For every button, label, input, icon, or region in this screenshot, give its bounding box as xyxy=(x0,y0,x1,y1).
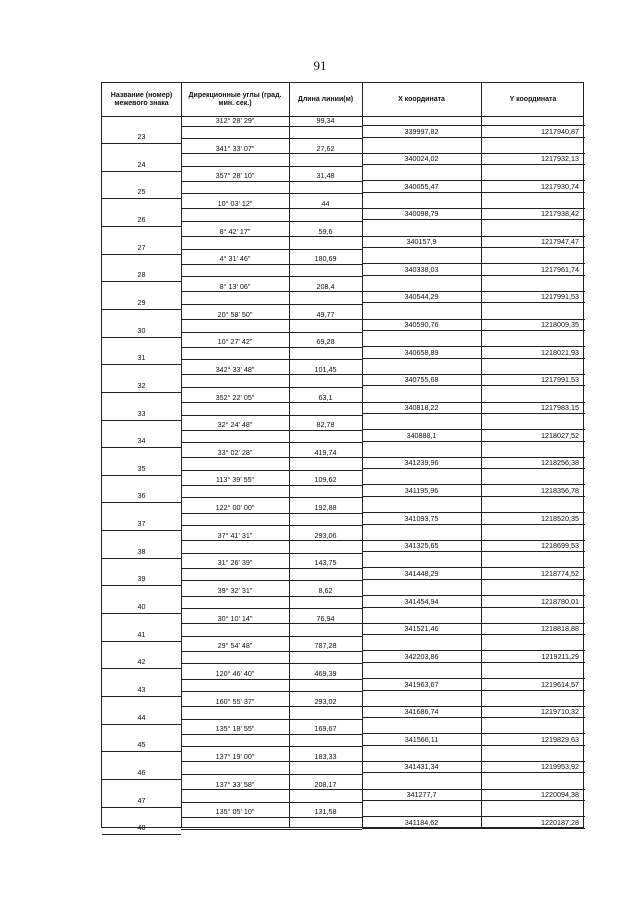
row-divider xyxy=(102,475,181,476)
row-divider xyxy=(102,558,181,559)
point-name: 33 xyxy=(137,408,146,418)
row-divider xyxy=(102,309,181,310)
y-coordinate: 1220094,38 xyxy=(541,790,579,800)
row-divider xyxy=(181,568,362,569)
x-coordinate: 340888,1 xyxy=(406,430,437,440)
y-coordinate: 1218818,88 xyxy=(541,624,579,634)
row-divider xyxy=(181,347,362,348)
row-divider xyxy=(102,751,181,752)
y-coordinate: 1217991,53 xyxy=(541,292,579,302)
row-divider xyxy=(362,551,585,552)
row-divider xyxy=(362,385,585,386)
row-divider xyxy=(181,166,362,167)
line-length: 169,67 xyxy=(314,724,337,734)
y-coordinate: 1217938,42 xyxy=(541,209,579,219)
row-divider xyxy=(102,143,181,144)
line-length: 192,88 xyxy=(314,503,337,513)
row-divider xyxy=(102,834,181,835)
x-coordinate: 340590,76 xyxy=(404,320,439,330)
x-coordinate: 341448,29 xyxy=(404,568,439,578)
row-divider xyxy=(362,579,585,580)
x-coordinate: 341431,34 xyxy=(404,762,439,772)
point-name: 32 xyxy=(137,380,146,390)
direction-angle: 8° 13' 06" xyxy=(219,281,251,291)
row-divider xyxy=(362,275,585,276)
line-length: 101,45 xyxy=(314,364,337,374)
line-length: 99,34 xyxy=(316,116,335,125)
row-divider xyxy=(362,567,585,568)
x-coordinate: 340755,68 xyxy=(404,375,439,385)
row-divider xyxy=(181,249,362,250)
row-divider xyxy=(181,387,362,388)
x-coordinate: 341184,62 xyxy=(404,817,439,827)
row-divider xyxy=(362,607,585,608)
direction-angle: 32° 24' 48" xyxy=(217,420,253,430)
point-name: 37 xyxy=(137,519,146,529)
point-name: 39 xyxy=(137,574,146,584)
row-divider xyxy=(362,291,585,292)
row-divider xyxy=(362,484,585,485)
row-divider xyxy=(102,254,181,255)
row-divider xyxy=(362,180,585,181)
row-divider xyxy=(181,706,362,707)
header-x: X координата xyxy=(398,95,445,103)
row-divider xyxy=(362,816,585,817)
y-coordinate: 1218356,78 xyxy=(541,485,579,495)
line-length: 208,4 xyxy=(316,281,335,291)
row-divider xyxy=(362,745,585,746)
row-divider xyxy=(102,724,181,725)
row-divider xyxy=(181,319,362,320)
row-divider xyxy=(102,530,181,531)
point-name: 35 xyxy=(137,463,146,473)
row-divider xyxy=(362,772,585,773)
direction-angle: 37° 41' 31" xyxy=(217,530,253,540)
header-y: Y координата xyxy=(509,95,557,103)
row-divider xyxy=(102,641,181,642)
row-divider xyxy=(362,358,585,359)
x-coordinate: 341093,75 xyxy=(404,513,439,523)
row-divider xyxy=(102,364,181,365)
y-coordinate: 1219211,29 xyxy=(541,651,579,661)
direction-angle: 10° 03' 12" xyxy=(217,198,253,208)
line-length: 49,77 xyxy=(316,309,335,319)
header-angle: Дирекционные углы (град. мин. сек.) xyxy=(188,91,282,107)
direction-angle: 137° 33' 58" xyxy=(215,779,255,789)
x-coordinate: 341686,74 xyxy=(404,707,439,717)
row-divider xyxy=(362,800,585,801)
row-divider xyxy=(362,457,585,458)
x-coordinate: 340818,22 xyxy=(404,403,439,412)
line-length: 143,75 xyxy=(314,558,337,568)
point-name: 43 xyxy=(137,685,146,694)
line-length: 59,6 xyxy=(318,226,333,236)
y-coordinate: 1218009,35 xyxy=(541,320,579,330)
point-name: 27 xyxy=(137,242,146,252)
y-coordinate: 1219953,92 xyxy=(541,762,579,772)
point-name: 24 xyxy=(137,159,146,169)
row-divider xyxy=(102,420,181,421)
row-divider xyxy=(362,761,585,762)
line-length: 63,1 xyxy=(318,392,333,402)
row-divider xyxy=(362,319,585,320)
row-divider xyxy=(362,192,585,193)
point-name: 41 xyxy=(137,629,146,639)
row-divider xyxy=(362,540,585,541)
x-coordinate: 342203,86 xyxy=(404,651,439,661)
direction-angle: 135° 18' 55" xyxy=(215,724,255,734)
y-coordinate: 1219614,57 xyxy=(541,679,579,689)
row-divider xyxy=(102,198,181,199)
row-divider xyxy=(181,596,362,597)
direction-angle: 20° 58' 50" xyxy=(217,309,253,319)
line-length: 131,58 xyxy=(314,807,337,817)
direction-angle: 357° 28' 10" xyxy=(215,171,255,181)
y-coordinate: 1218520,35 xyxy=(541,513,579,523)
row-divider xyxy=(181,746,362,747)
row-divider xyxy=(362,374,585,375)
row-divider xyxy=(362,789,585,790)
row-divider xyxy=(362,717,585,718)
line-length: 293,06 xyxy=(314,530,337,540)
y-coordinate: 1219829,63 xyxy=(541,734,579,744)
row-divider xyxy=(181,359,362,360)
point-name: 47 xyxy=(137,795,146,805)
boundary-points-table xyxy=(101,82,584,833)
line-length: 208,17 xyxy=(314,779,337,789)
row-divider xyxy=(181,291,362,292)
row-divider xyxy=(181,774,362,775)
direction-angle: 312° 28' 29" xyxy=(215,116,255,125)
direction-angle: 341° 33' 07" xyxy=(215,143,255,153)
point-name: 26 xyxy=(137,214,146,224)
direction-angle: 160° 55' 37" xyxy=(215,696,255,706)
x-coordinate: 340658,89 xyxy=(404,347,439,357)
y-coordinate: 1218699,53 xyxy=(541,541,579,551)
point-name: 31 xyxy=(137,353,146,363)
x-coordinate: 340338,03 xyxy=(404,264,439,274)
row-divider xyxy=(362,330,585,331)
direction-angle: 30° 10' 14" xyxy=(217,613,253,623)
row-divider xyxy=(181,304,362,305)
row-divider xyxy=(181,829,362,830)
row-divider xyxy=(102,613,181,614)
row-divider xyxy=(362,413,585,414)
row-divider xyxy=(181,497,362,498)
row-divider xyxy=(181,651,362,652)
row-divider xyxy=(102,585,181,586)
y-coordinate: 1217961,74 xyxy=(541,264,579,274)
y-coordinate: 1217983,15 xyxy=(541,403,579,412)
row-divider xyxy=(181,193,362,194)
row-divider xyxy=(181,457,362,458)
row-divider xyxy=(102,337,181,338)
row-divider xyxy=(102,447,181,448)
row-divider xyxy=(181,276,362,277)
row-divider xyxy=(362,623,585,624)
y-coordinate: 1217991,53 xyxy=(541,375,579,385)
row-divider xyxy=(181,663,362,664)
line-length: 8,62 xyxy=(318,586,333,596)
y-coordinate: 1220187,28 xyxy=(541,817,579,827)
direction-angle: 31° 26' 39" xyxy=(217,558,253,568)
row-divider xyxy=(362,828,585,829)
row-divider xyxy=(362,208,585,209)
row-divider xyxy=(181,415,362,416)
row-divider xyxy=(362,153,585,154)
direction-angle: 352° 22' 05" xyxy=(215,392,255,402)
direction-angle: 4° 31' 46" xyxy=(219,254,251,264)
line-length: 787,28 xyxy=(314,641,337,651)
row-divider xyxy=(362,468,585,469)
x-coordinate: 341277,7 xyxy=(406,790,437,800)
row-divider xyxy=(181,221,362,222)
row-divider xyxy=(181,264,362,265)
row-divider xyxy=(362,524,585,525)
x-coordinate: 340098,79 xyxy=(404,209,439,219)
y-coordinate: 1218021,93 xyxy=(541,347,579,357)
point-name: 23 xyxy=(137,132,146,141)
row-divider xyxy=(102,281,181,282)
row-divider xyxy=(362,650,585,651)
direction-angle: 120° 46' 40" xyxy=(215,669,255,678)
row-divider xyxy=(102,807,181,808)
row-divider xyxy=(362,733,585,734)
y-coordinate: 1218774,52 xyxy=(541,568,579,578)
row-divider xyxy=(181,181,362,182)
row-divider xyxy=(181,126,362,127)
row-divider xyxy=(181,525,362,526)
line-length: 293,02 xyxy=(314,696,337,706)
row-divider xyxy=(181,374,362,375)
y-coordinate: 1217947,47 xyxy=(541,237,579,247)
row-divider xyxy=(181,636,362,637)
line-length: 180,69 xyxy=(314,254,337,264)
direction-angle: 33° 02' 28" xyxy=(217,447,253,457)
page-number: 91 xyxy=(313,58,327,73)
row-divider xyxy=(362,512,585,513)
row-divider xyxy=(181,580,362,581)
row-divider xyxy=(362,595,585,596)
row-divider xyxy=(362,706,585,707)
row-divider xyxy=(181,402,362,403)
row-divider xyxy=(362,441,585,442)
point-name: 29 xyxy=(137,297,146,307)
row-divider xyxy=(362,662,585,663)
row-divider xyxy=(362,496,585,497)
row-divider xyxy=(362,678,585,679)
point-name: 40 xyxy=(137,602,146,612)
row-divider xyxy=(362,219,585,220)
point-name: 25 xyxy=(137,187,146,197)
row-divider xyxy=(181,789,362,790)
row-divider xyxy=(181,553,362,554)
header-name: Название (номер) межевого знака xyxy=(110,91,173,107)
row-divider xyxy=(362,125,585,126)
line-length: 44 xyxy=(321,198,330,208)
row-divider xyxy=(181,719,362,720)
point-name: 46 xyxy=(137,767,146,777)
direction-angle: 8° 42' 17" xyxy=(219,226,251,236)
line-length: 109,62 xyxy=(314,475,337,485)
row-divider xyxy=(181,470,362,471)
row-divider xyxy=(181,138,362,139)
row-divider xyxy=(102,668,181,669)
y-coordinate: 1218027,52 xyxy=(541,430,579,440)
row-divider xyxy=(362,690,585,691)
row-divider xyxy=(102,502,181,503)
x-coordinate: 340055,47 xyxy=(404,181,439,191)
x-coordinate: 341195,96 xyxy=(404,485,439,495)
direction-angle: 39° 32' 31" xyxy=(217,586,253,596)
y-coordinate: 1217930,74 xyxy=(541,181,579,191)
line-length: 82,78 xyxy=(316,420,335,430)
header-length: Длина линии(м) xyxy=(297,95,354,103)
y-coordinate: 1217940,87 xyxy=(541,126,579,136)
row-divider xyxy=(181,817,362,818)
row-divider xyxy=(181,540,362,541)
direction-angle: 10° 27' 42" xyxy=(217,337,253,347)
direction-angle: 122° 00' 00" xyxy=(215,503,255,513)
row-divider xyxy=(181,153,362,154)
point-name: 44 xyxy=(137,712,146,722)
x-coordinate: 340024,02 xyxy=(404,154,439,164)
row-divider xyxy=(181,802,362,803)
point-name: 42 xyxy=(137,657,146,667)
row-divider xyxy=(181,761,362,762)
point-name: 28 xyxy=(137,270,146,280)
row-divider xyxy=(181,679,362,680)
direction-angle: 113° 39' 55" xyxy=(215,475,255,485)
y-coordinate: 1219710,32 xyxy=(541,707,579,717)
x-coordinate: 341454,94 xyxy=(404,596,439,606)
point-name: 45 xyxy=(137,740,146,750)
row-divider xyxy=(102,171,181,172)
x-coordinate: 340544,29 xyxy=(404,292,439,302)
x-coordinate: 341566,11 xyxy=(404,734,439,744)
line-length: 27,62 xyxy=(316,143,335,153)
row-divider xyxy=(362,236,585,237)
row-divider xyxy=(362,263,585,264)
row-divider xyxy=(181,734,362,735)
row-divider xyxy=(181,236,362,237)
y-coordinate: 1217932,13 xyxy=(541,154,579,164)
point-name: 30 xyxy=(137,325,146,335)
row-divider xyxy=(362,164,585,165)
y-coordinate: 1218780,01 xyxy=(541,596,579,606)
row-divider xyxy=(362,429,585,430)
x-coordinate: 341325,65 xyxy=(404,541,439,551)
row-divider xyxy=(181,332,362,333)
row-divider xyxy=(181,623,362,624)
row-divider xyxy=(362,346,585,347)
row-divider xyxy=(362,137,585,138)
row-divider xyxy=(181,430,362,431)
row-divider xyxy=(362,302,585,303)
row-divider xyxy=(181,608,362,609)
row-divider xyxy=(362,402,585,403)
x-coordinate: 340157,9 xyxy=(406,237,437,247)
row-divider xyxy=(181,442,362,443)
point-name: 34 xyxy=(137,436,146,446)
row-divider xyxy=(181,208,362,209)
row-divider xyxy=(102,392,181,393)
point-name: 36 xyxy=(137,491,146,501)
row-divider xyxy=(362,247,585,248)
line-length: 183,33 xyxy=(314,751,337,761)
line-length: 469,39 xyxy=(314,669,337,678)
line-length: 69,28 xyxy=(316,337,335,347)
point-name: 48 xyxy=(137,823,146,833)
row-divider xyxy=(181,691,362,692)
point-name: 38 xyxy=(137,546,146,556)
x-coordinate: 341239,96 xyxy=(404,458,439,468)
row-divider xyxy=(102,779,181,780)
row-divider xyxy=(102,696,181,697)
line-length: 31,48 xyxy=(316,171,335,181)
y-coordinate: 1218256,38 xyxy=(541,458,579,468)
direction-angle: 135° 05' 10" xyxy=(215,807,255,817)
row-divider xyxy=(362,634,585,635)
row-divider xyxy=(181,513,362,514)
line-length: 76,94 xyxy=(316,613,335,623)
row-divider xyxy=(181,485,362,486)
direction-angle: 342° 33' 48" xyxy=(215,364,255,374)
line-length: 419,74 xyxy=(314,447,337,457)
x-coordinate: 339997,82 xyxy=(404,126,439,136)
x-coordinate: 341963,67 xyxy=(404,679,439,689)
direction-angle: 137° 19' 00" xyxy=(215,751,255,761)
row-divider xyxy=(102,226,181,227)
direction-angle: 29° 54' 48" xyxy=(217,641,253,651)
x-coordinate: 341521,46 xyxy=(404,624,439,634)
